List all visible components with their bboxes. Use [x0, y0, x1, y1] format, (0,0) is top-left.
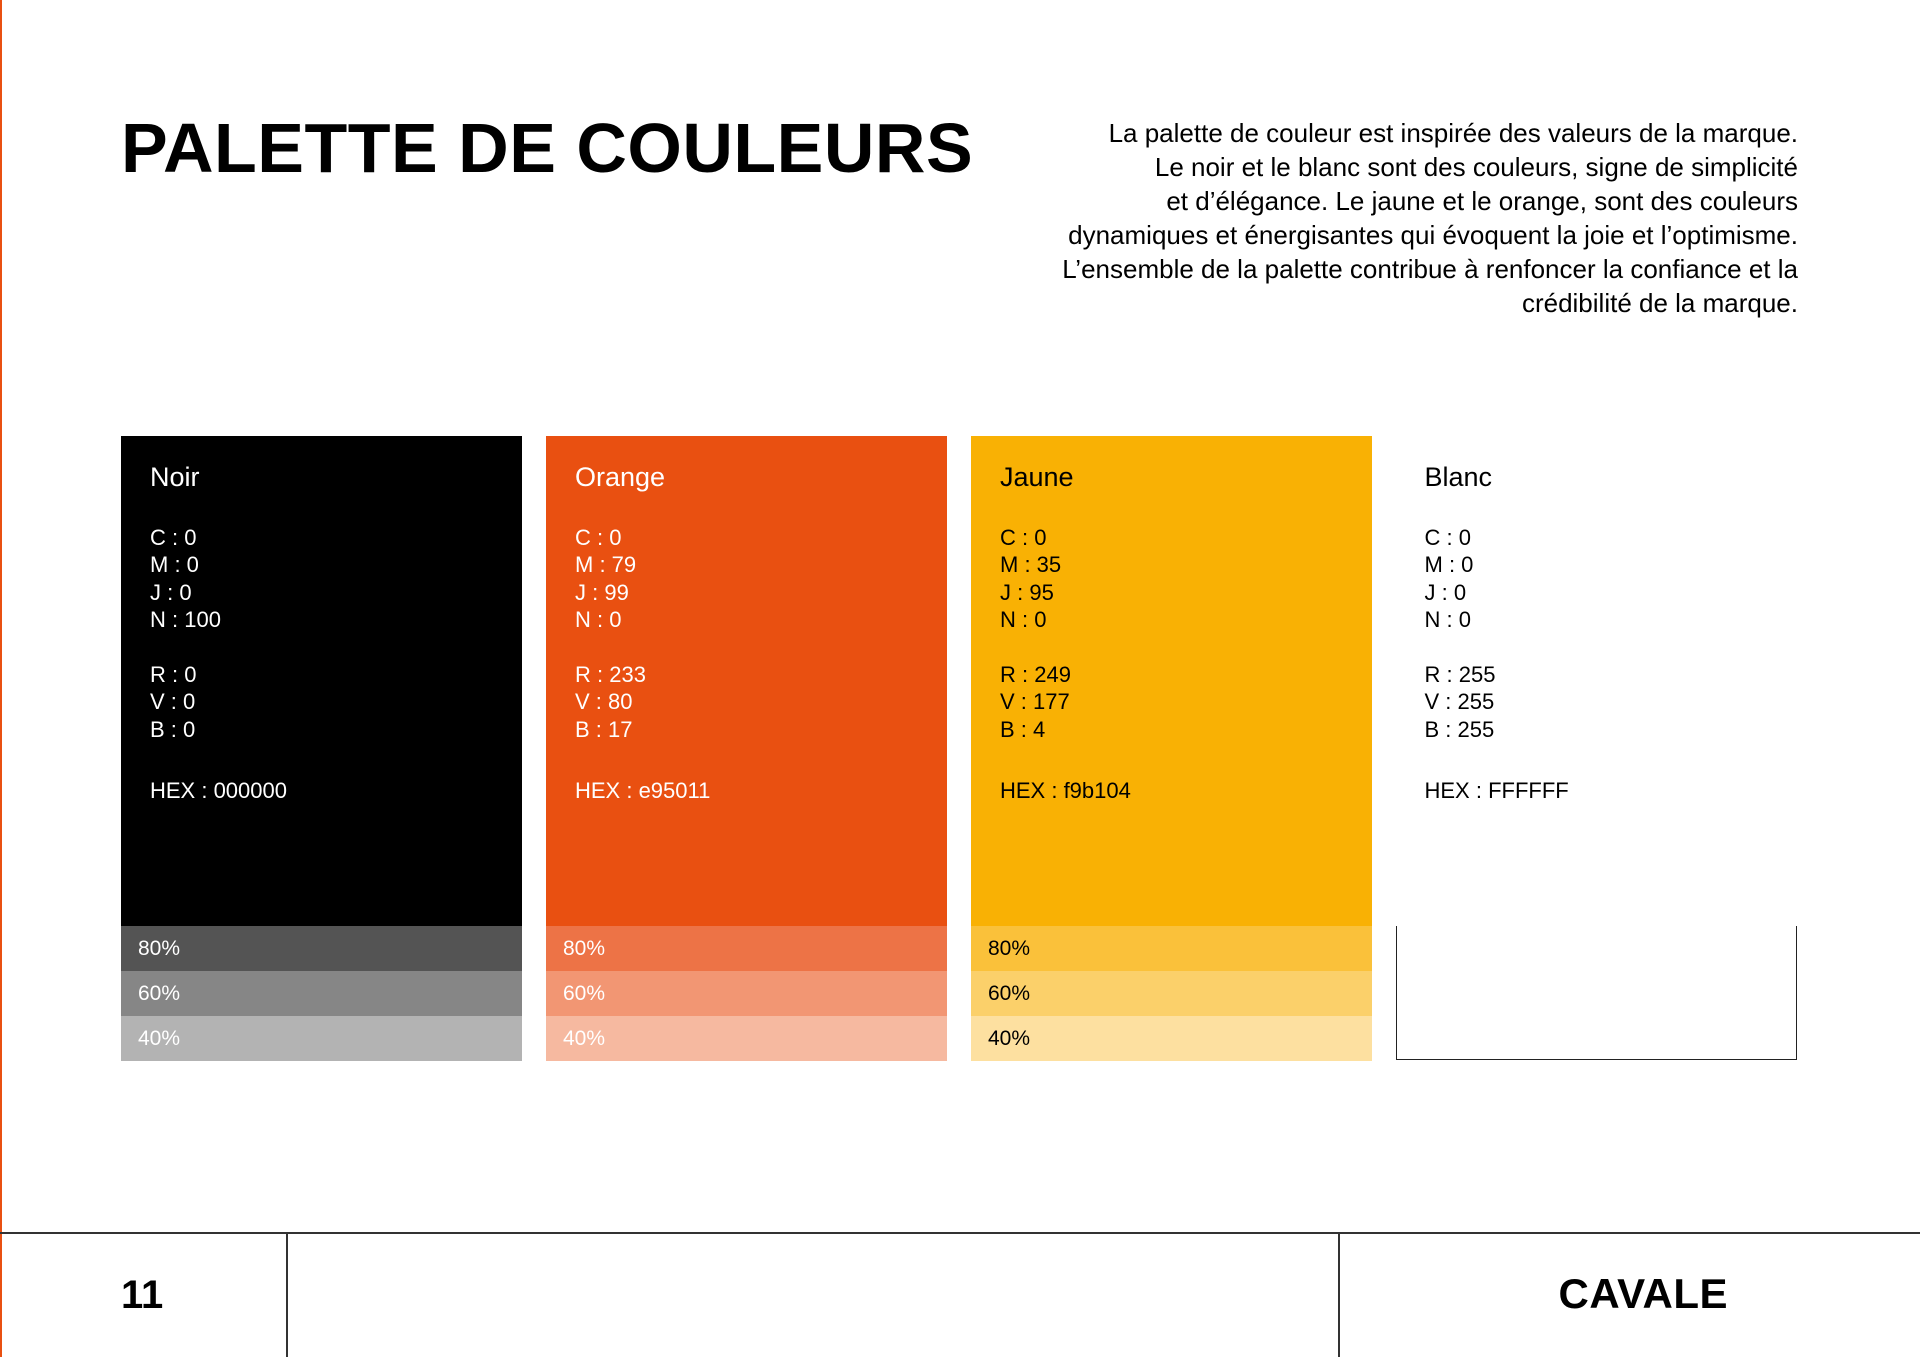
page-edge-accent [0, 0, 2, 1357]
tint-label: 60% [138, 982, 181, 1005]
cmjn-n-value: N : 0 [1000, 607, 1047, 632]
rvb-r-value: R : 0 [150, 662, 197, 687]
swatch-color-block [546, 436, 947, 926]
rvb-v-value: V : 255 [1424, 688, 1495, 714]
rvb-b-value: B : 255 [1424, 716, 1495, 742]
page-title: PALETTE DE COULEURS [121, 109, 974, 187]
cmjn-m-value: M : 35 [1000, 552, 1062, 577]
rvb-b-value: B : 4 [1000, 717, 1046, 742]
cmjn-c-value: C : 0 [1424, 524, 1471, 550]
cmjn-c-value: C : 0 [1000, 525, 1047, 550]
tint-60 [971, 971, 1372, 1016]
footer-column-divider [1338, 1232, 1340, 1357]
tint-40 [546, 1016, 947, 1061]
cmjn-c-value: C : 0 [575, 525, 622, 550]
cmjn-m-value: M : 79 [575, 552, 637, 577]
hex-value: HEX : e95011 [575, 778, 711, 803]
rvb-v-value: V : 0 [150, 689, 196, 714]
cmjn-j-value: J : 0 [150, 580, 192, 605]
swatch-card-orange [546, 436, 947, 1060]
tint-label: 40% [138, 1027, 181, 1050]
intro-line: La palette de couleur est inspirée des valeurs de la marque. [1108, 118, 1798, 148]
intro-paragraph [978, 116, 1798, 320]
hex-value: HEX : f9b104 [1000, 778, 1131, 803]
tint-label: 80% [138, 937, 181, 960]
swatch-color-block [1396, 436, 1797, 926]
tint-label: 60% [563, 982, 606, 1005]
hex-value: HEX : 000000 [150, 778, 287, 803]
tint-60 [546, 971, 947, 1016]
intro-line: L’ensemble de la palette contribue à renfoncer la confiance et la [1062, 254, 1798, 284]
cmjn-m-value: M : 0 [1424, 551, 1474, 577]
swatch-color-block [121, 436, 522, 926]
hex-value: HEX : FFFFFF [1424, 777, 1569, 803]
rvb-b-value: B : 0 [150, 717, 196, 742]
intro-line: crédibilité de la marque. [1521, 288, 1798, 318]
page-number: 11 [121, 1273, 164, 1317]
intro-line: Le noir et le blanc sont des couleurs, signe de simplicité [1154, 152, 1798, 182]
tint-80 [121, 926, 522, 971]
rvb-r-value: R : 233 [575, 662, 646, 687]
tint-label: 40% [988, 1027, 1031, 1050]
intro-line: dynamiques et énergisantes qui évoquent la joie et l’optimisme. [1068, 220, 1798, 250]
swatch-name: Blanc [1424, 461, 1493, 492]
tint-80 [971, 926, 1372, 971]
tint-60 [121, 971, 522, 1016]
swatch-name: Jaune [1000, 462, 1074, 492]
swatch-card-blanc [1396, 436, 1797, 1060]
cmjn-j-value: J : 95 [1000, 580, 1054, 605]
footer-column-divider [286, 1232, 288, 1357]
tint-label: 60% [988, 982, 1031, 1005]
rvb-b-value: B : 17 [575, 717, 633, 742]
cmjn-c-value: C : 0 [150, 525, 197, 550]
tint-80 [546, 926, 947, 971]
tint-label: 80% [563, 937, 606, 960]
rvb-v-value: V : 80 [575, 689, 633, 714]
rvb-r-value: R : 249 [1000, 662, 1071, 687]
rvb-v-value: V : 177 [1000, 689, 1070, 714]
rvb-r-value: R : 255 [1424, 661, 1496, 687]
cmjn-n-value: N : 0 [575, 607, 622, 632]
intro-line: et d’élégance. Le jaune et le orange, sont des couleurs [1166, 186, 1798, 216]
tint-40 [121, 1016, 522, 1061]
cmjn-j-value: J : 99 [575, 580, 629, 605]
swatch-name: Orange [575, 462, 666, 492]
footer-divider [0, 1232, 1920, 1234]
cmjn-n-value: N : 0 [1424, 606, 1471, 632]
swatch-card-noir [121, 436, 522, 1060]
tint-40 [971, 1016, 1372, 1061]
tint-label: 40% [563, 1027, 606, 1050]
brand-name: CAVALE [1558, 1270, 1728, 1317]
cmjn-j-value: J : 0 [1424, 579, 1467, 605]
cmjn-n-value: N : 100 [150, 607, 221, 632]
tint-label: 80% [988, 937, 1031, 960]
swatch-color-block [971, 436, 1372, 926]
swatch-name: Noir [150, 462, 200, 492]
cmjn-m-value: M : 0 [150, 552, 199, 577]
swatch-card-jaune [971, 436, 1372, 1060]
